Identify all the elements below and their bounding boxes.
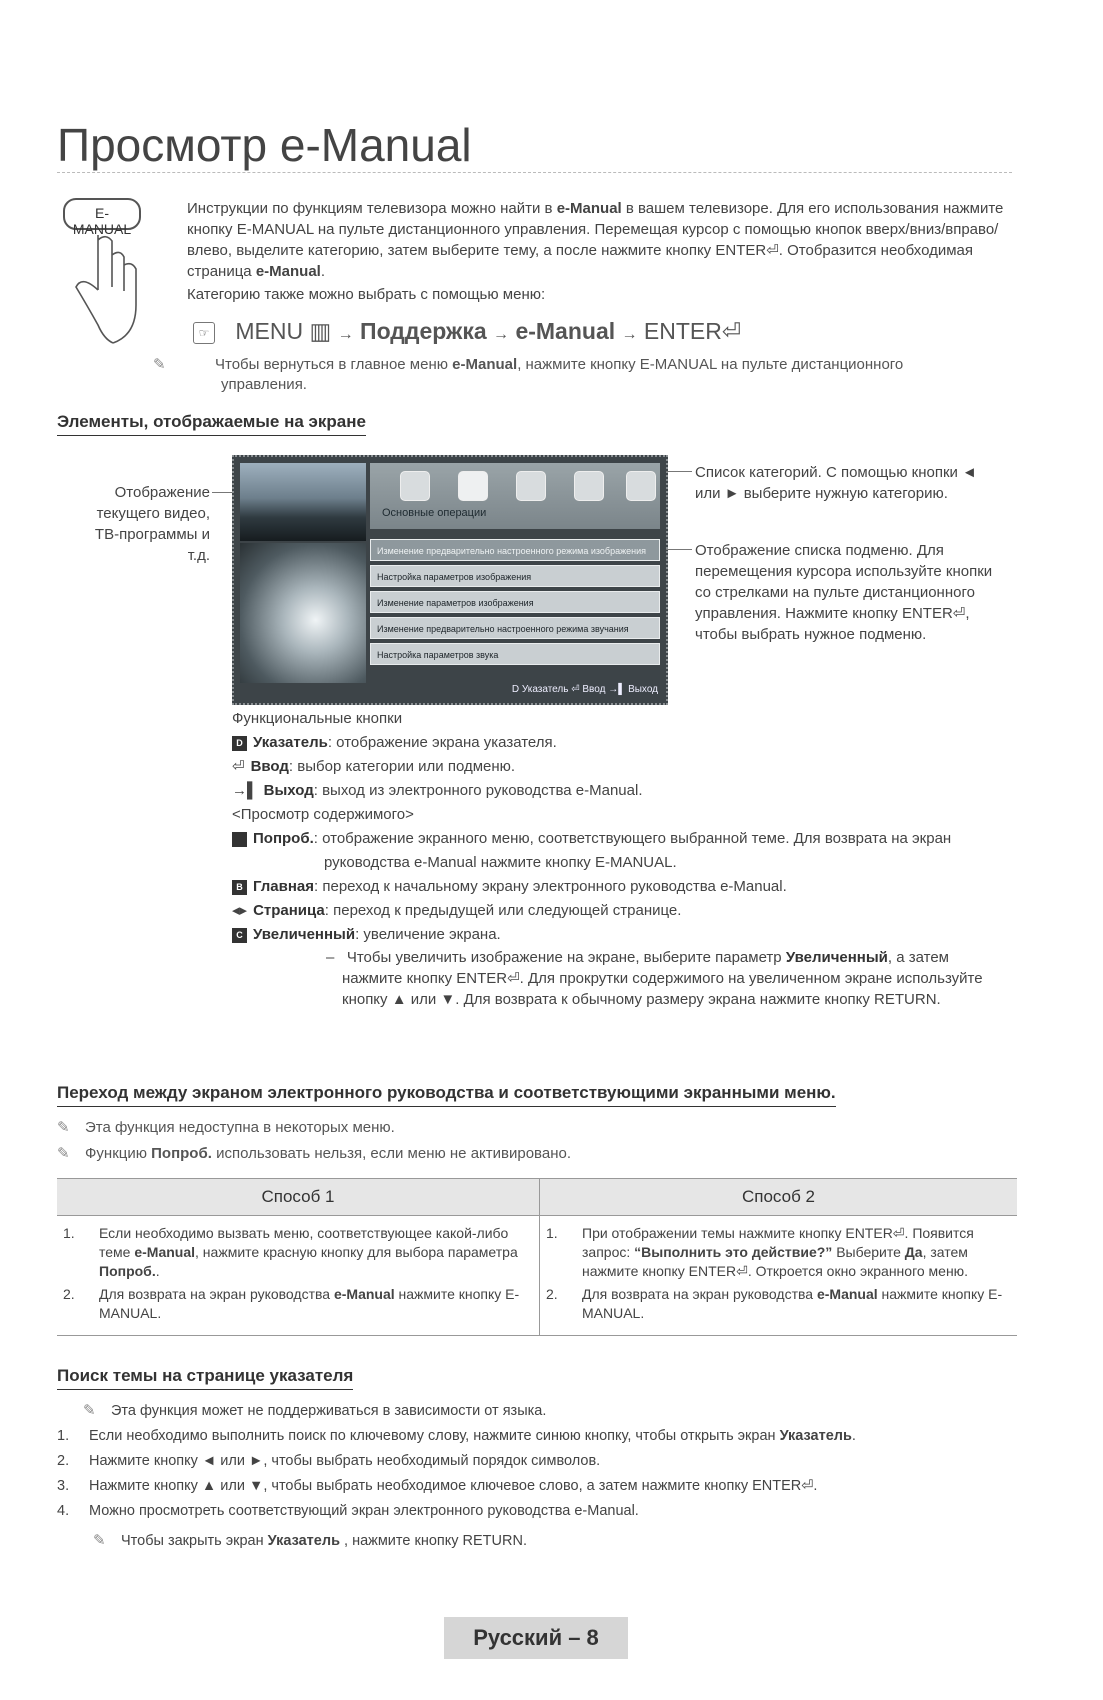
category-icon[interactable] [458,471,488,501]
fn-zoom [232,923,1012,947]
method1-cell [57,1216,540,1336]
section-heading-navigation: Переход между экраном электронного руководства и соответствующими экранными меню. [57,1083,836,1107]
step-text: Для возврата на экран руководства [99,1286,334,1302]
step-bold: Да [904,1244,923,1260]
method1-step [63,1285,533,1323]
step-text: Выберите [832,1244,905,1260]
note-text: , нажмите кнопку RETURN. [339,1533,527,1549]
left-right-arrows-icon: ◂▸ [232,902,248,919]
category-icon[interactable] [626,471,656,501]
step-text: Нажмите кнопку ◄ или ►, чтобы выбрать необходимый порядок символов. [89,1453,601,1469]
title-divider [57,172,1012,173]
fn-zoom-text: : увеличение экрана. [355,926,501,943]
fn-page [232,899,1012,923]
fn-zoom-label: Увеличенный [253,926,356,943]
step-number: 3. [57,1478,70,1494]
enter-icon: ⏎ [721,318,742,344]
fn-try-text: : отображение экранного меню, соответствующего выбранной теме. Для возврата на экран руководства e-Manual нажмите кнопку E-MANUAL. [313,830,952,871]
emanual-screen [232,455,668,705]
step-number: 1. [57,1428,70,1444]
step-text: Для возврата на экран руководства [582,1286,817,1302]
navigation-notes [57,1115,1007,1167]
method1-steps [63,1224,533,1323]
note-pencil-icon: ✎ [83,1402,96,1419]
step-number: 1. [546,1225,558,1241]
category-icon[interactable] [574,471,604,501]
methods-table-wrap [57,1178,1017,1336]
section-heading-index-search: Поиск темы на странице указателя [57,1366,353,1390]
step-text: . [155,1263,160,1279]
step-bold: e-Manual [333,1286,395,1302]
fn-heading: Функциональные кнопки [232,710,403,727]
zoom-note-bold: Увеличенный [785,949,888,966]
note-pencil-icon: ✎ [153,356,166,373]
step-text: Если необходимо вызвать меню, соответствующее какой-либо теме [99,1225,509,1260]
fn-view-heading: <Просмотр содержимого> [232,806,414,823]
methods-header-row [57,1179,1017,1216]
method1-header: Способ 1 [57,1179,540,1216]
callout-category-list: Список категорий. С помощью кнопки ◄ или ► выберите нужную категорию. [695,464,977,502]
fn-try [190,827,1012,875]
fn-home-text: : переход к начальному экрану электронного руководства e-Manual. [314,878,787,895]
index-key-icon: D [232,736,247,751]
remote-button-label: E-MANUAL [72,205,132,237]
menu-path-enter: ENTER [643,318,722,344]
intro-text-part: . Отобразится необходимая страница [187,242,973,280]
category-bar [370,463,660,529]
menu-grid-icon: ▥ [309,318,332,344]
emanual-graphic [240,543,366,683]
note-pencil-icon: ✎ [93,1532,106,1549]
step-text: , затем нажмите кнопку ENTER⏎. Откроется окно экранного меню. [582,1244,969,1279]
step-text: Нажмите кнопку ▲ или ▼, чтобы выбрать необходимое ключевое слово, а затем нажмите кнопку ENTER⏎. [89,1478,818,1494]
fn-index-text: : отображение экрана указателя. [327,734,557,751]
menu-path-support: Поддержка [360,318,487,344]
intro-text-part: Инструкции по функциям телевизора можно найти в [187,200,557,217]
category-icon[interactable] [516,471,546,501]
section-heading-screen-elements: Элементы, отображаемые на экране [57,412,366,436]
intro-menu-hint: Категорию также можно выбрать с помощью меню: [187,286,546,303]
fn-page-label: Страница [253,902,325,919]
submenu-item[interactable]: Настройка параметров изображения [370,565,660,587]
leader-line [212,492,234,493]
fn-index-label: Указатель [253,734,328,751]
step-number: 2. [63,1286,75,1302]
enter-icon: ⏎ [766,242,779,259]
note-pencil-icon: ✎ [57,1145,70,1162]
exit-icon: →▌ [232,782,258,799]
page-title: Просмотр e-Manual [57,119,472,171]
step-number: 1. [63,1225,75,1241]
submenu-item[interactable]: Настройка параметров звука [370,643,660,665]
zoom-note-text: Чтобы увеличить изображение на экране, выберите параметр [346,949,786,966]
step-bold: e-Manual [816,1286,878,1302]
submenu-item[interactable]: Изменение предварительно настроенного режима изображения [370,539,660,561]
search-step [57,1449,1007,1474]
submenu-item[interactable]: Изменение предварительно настроенного режима звучания [370,617,660,639]
current-video-label: Отображение текущего видео, ТВ-программы и т.д. [94,484,210,564]
zoom-note-text: , а затем нажмите кнопку ENTER⏎. Для прокрутки содержимого на увеличенном экране используйте кнопку ▲ или ▼. Для возврата к обычному размеру экрана нажмите кнопку RETURN. [342,949,983,1008]
function-buttons-bar: D Указатель ⏎ Ввод →▌ Выход [511,684,658,695]
step-text: . [851,1428,856,1444]
note-item [57,1141,1007,1167]
method2-steps [546,1224,1011,1323]
method1-step [63,1224,533,1281]
fn-home-label: Главная [253,878,315,895]
arrow-right-icon: → [337,326,354,343]
fn-enter-label: Ввод [250,758,289,775]
step-bold: e-Manual [134,1244,196,1260]
function-buttons-list [190,707,1012,1010]
step-number: 2. [546,1286,558,1302]
remote-hand-illustration [58,195,178,345]
fn-exit-label: Выход [263,782,314,799]
method2-header: Способ 2 [540,1179,1018,1216]
menu-path-emanual: e-Manual [515,318,616,344]
category-title: Основные операции [382,507,487,519]
c-key-icon: C [232,928,247,943]
search-step [57,1424,1007,1449]
current-video-thumbnail [240,463,366,541]
menu-path-menu: MENU [235,318,304,344]
note-bold: Указатель [267,1533,340,1549]
enter-icon: ⏎ [232,758,245,775]
page-number: Русский – 8 [444,1617,628,1659]
search-step [57,1474,1007,1499]
submenu-item[interactable]: Изменение параметров изображения [370,591,660,613]
step-bold: “Выполнить это действие?” [634,1244,833,1260]
note-text: Чтобы закрыть экран [121,1533,268,1549]
note-text: Эта функция может не поддерживаться в зависимости от языка. [111,1403,547,1419]
fn-exit [232,779,1012,803]
step-text: Если необходимо выполнить поиск по ключевому слову, нажмите синюю кнопку, чтобы открыть экран [89,1428,780,1444]
fn-zoom-note [232,947,1012,1010]
category-icon[interactable] [400,471,430,501]
arrow-right-icon: → [621,326,638,343]
index-search-steps [57,1398,1007,1554]
note-text: Функцию [85,1145,152,1162]
intro-emanual: e-Manual [255,263,321,280]
intro-emanual: e-Manual [556,200,622,217]
fn-exit-text: : выход из электронного руководства e-Manual. [313,782,643,799]
step-text: нажмите кнопку E-MANUAL. [582,1286,1003,1321]
note-pencil-icon: ✎ [57,1119,70,1136]
method2-step [546,1224,1011,1281]
intro-text-part: в вашем телевизоре. Для его использования нажмите кнопку E-MANUAL на пульте дистанционного управления. Перемещая курсор с помощью кнопок вверх/вниз/вправо/влево, выделите категорию, затем выберите тему, а после нажмите кнопку ENTER [187,200,1004,259]
note-return [153,355,921,395]
note-item [57,1528,1007,1554]
dash-bullet: – [326,949,347,966]
leader-line [666,549,692,550]
a-key-icon: A [232,832,247,847]
note-item [57,1115,1007,1141]
arrow-right-icon: → [493,326,510,343]
intro-paragraph [187,198,1007,282]
step-text: Можно просмотреть соответствующий экран электронного руководства e-Manual. [89,1503,639,1519]
note-emanual: e-Manual [452,356,518,373]
step-text: При отображении темы нажмите кнопку ENTER⏎. Появится запрос: [582,1225,974,1260]
menu-hand-icon: ☞ [193,322,215,344]
step-text: , нажмите красную кнопку для выбора параметра [195,1244,518,1260]
b-key-icon: B [232,880,247,895]
note-bold: Попроб. [151,1145,212,1162]
step-bold: Попроб. [99,1263,156,1279]
step-bold: Указатель [779,1428,852,1444]
method2-cell [540,1216,1018,1336]
methods-table [57,1178,1017,1336]
step-number: 4. [57,1503,70,1519]
fn-home [232,875,1012,899]
fn-page-text: : переход к предыдущей или следующей странице. [324,902,682,919]
note-text: Эта функция недоступна в некоторых меню. [85,1119,395,1136]
intro-text-part: . [320,263,326,280]
step-number: 2. [57,1453,70,1469]
note-text: , нажмите кнопку E-MANUAL на пульте дистанционного управления. [221,356,904,393]
fn-enter [232,755,1012,779]
menu-path [193,318,741,345]
callout-submenu-list: Отображение списка подменю. Для перемещения курсора используйте кнопки со стрелками на пульте дистанционного управления. Нажмите кнопку ENTER⏎, чтобы выбрать нужное подменю. [695,542,993,643]
note-text: Чтобы вернуться в главное меню [215,356,453,373]
methods-body-row [57,1216,1017,1336]
method2-step [546,1285,1011,1323]
step-text: нажмите кнопку E-MANUAL. [99,1286,520,1321]
fn-index [232,731,1012,755]
intro-text [187,198,1007,305]
search-step [57,1499,1007,1524]
note-item [57,1398,1007,1424]
leader-line [666,471,692,472]
fn-enter-text: : выбор категории или подменю. [288,758,516,775]
note-text: использовать нельзя, если меню не активировано. [211,1145,571,1162]
fn-try-label: Попроб. [253,830,314,847]
